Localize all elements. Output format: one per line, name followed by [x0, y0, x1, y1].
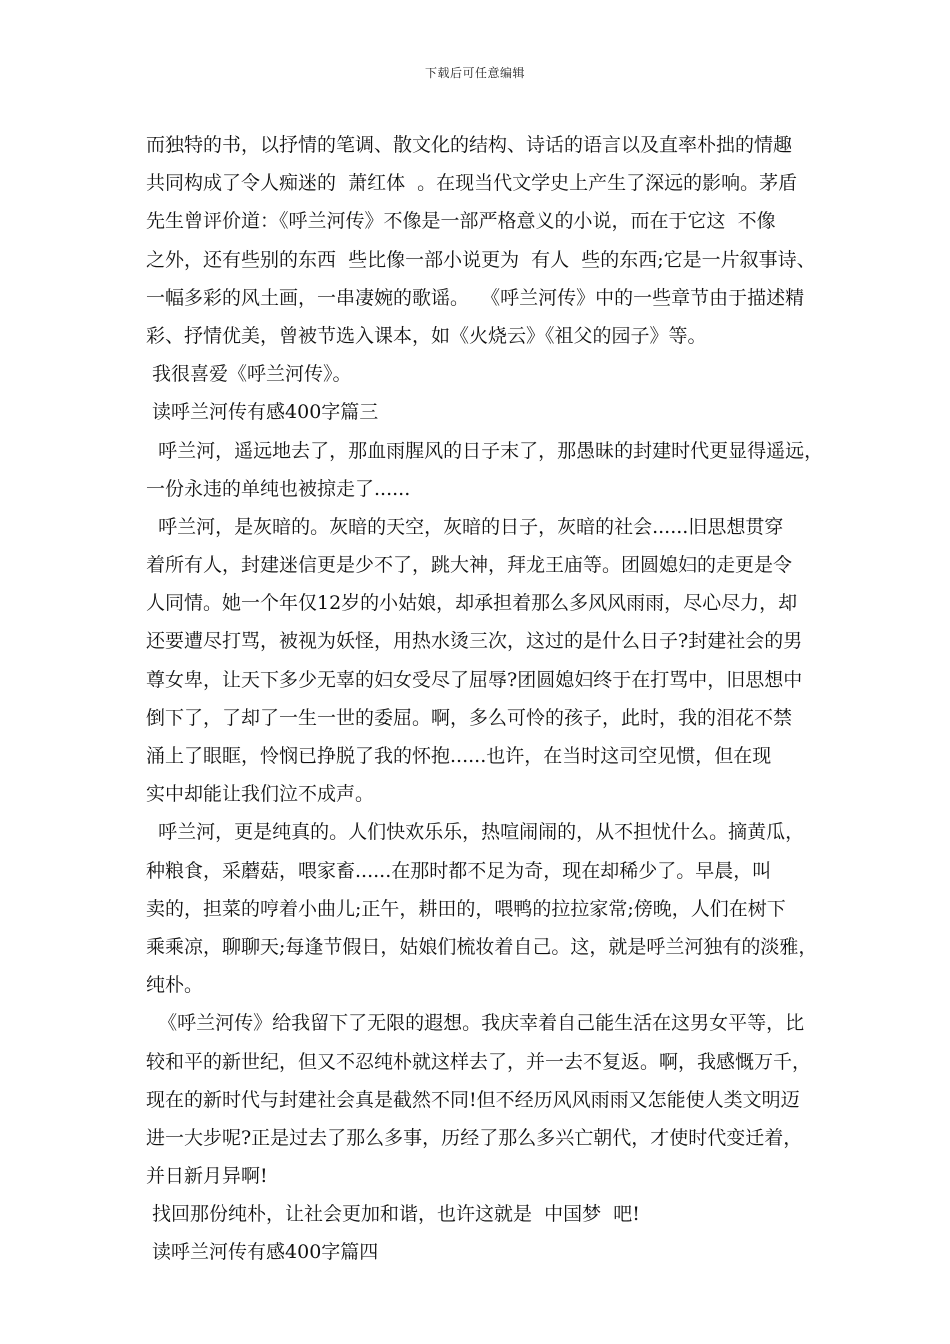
- text-line: 而独特的书，以抒情的笔调、散文化的结构、诗话的语言以及直率朴拙的情趣: [146, 134, 793, 156]
- text-line: 我很喜爱《呼兰河传》。: [146, 363, 352, 386]
- text-line: 着所有人，封建迷信更是少不了，跳大神，拜龙王庙等。团圆媳妇的走更是令: [146, 554, 793, 577]
- text-line: 一幅多彩的风土画，一串凄婉的歌谣。 《呼兰河传》中的一些章节由于描述精: [146, 286, 805, 309]
- text-line: 呼兰河，是灰暗的。灰暗的天空，灰暗的日子，灰暗的社会......旧思想贯穿: [146, 515, 784, 538]
- text-line: 卖的，担菜的哼着小曲儿;正午，耕田的，喂鸭的拉拉家常;傍晚，人们在树下: [146, 897, 786, 920]
- text-line: 实中却能让我们泣不成声。: [146, 783, 375, 806]
- text-line: 还要遭尽打骂，被视为妖怪，用热水烫三次，这过的是什么日子?封建社会的男: [146, 630, 803, 653]
- text-line: 人同情。她一个年仅12岁的小姑娘，却承担着那么多风风雨雨，尽心尽力，却: [146, 592, 798, 615]
- text-line: 现在的新时代与封建社会真是截然不同!但不经历风风雨雨又怎能使人类文明迈: [146, 1088, 800, 1111]
- text-line: 《呼兰河传》给我留下了无限的遐想。我庆幸着自己能生活在这男女平等，比: [146, 1012, 805, 1035]
- text-line: 较和平的新世纪，但又不忍纯朴就这样去了，并一去不复返。啊，我感慨万千，: [146, 1050, 812, 1073]
- text-line: 彩、抒情优美，曾被节选入课本，如《火烧云》《祖父的园子》等。: [146, 324, 707, 347]
- page-header: 下载后可任意编辑: [424, 66, 525, 80]
- text-line: 纯朴。: [146, 974, 204, 997]
- text-line: 涌上了眼眶，怜悯已挣脱了我的怀抱......也许，在当时这司空见惯，但在现: [146, 745, 772, 767]
- text-line: 乘乘凉，聊聊天;每逢节假日，姑娘们梳妆着自己。这，就是呼兰河独有的淡雅，: [146, 935, 818, 958]
- text-line: 找回那份纯朴，让社会更加和谐，也许这就是 中国梦 吧!: [146, 1203, 640, 1226]
- text-line: 种粮食，采蘑菇，喂家畜......在那时都不足为奇，现在却稀少了。早晨，叫: [146, 859, 772, 882]
- section-heading: 读呼兰河传有感400字篇三: [146, 401, 379, 424]
- document-body: [146, 126, 836, 1272]
- text-line: 一份永违的单纯也被掠走了......: [146, 477, 411, 500]
- text-line: 共同构成了令人痴迷的 萧红体 。在现当代文学史上产生了深远的影响。茅盾: [146, 172, 798, 195]
- text-line: 呼兰河，遥远地去了，那血雨腥风的日子末了，那愚昧的封建时代更显得遥远，: [146, 439, 824, 462]
- section-heading: 读呼兰河传有感400字篇四: [146, 1241, 379, 1264]
- text-line: 并日新月异啊!: [146, 1165, 268, 1188]
- text-line: 呼兰河，更是纯真的。人们快欢乐乐，热喧闹闹的，从不担忧什么。摘黄瓜，: [146, 821, 805, 844]
- text-line: 之外，还有些别的东西 些比像一部小说更为 有人 些的东西;它是一片叙事诗、: [146, 248, 816, 271]
- text-line: 倒下了，了却了一生一世的委屈。啊，多么可怜的孩子，此时，我的泪花不禁: [146, 706, 793, 729]
- text-line: 进一大步呢?正是过去了那么多事，历经了那么多兴亡朝代，才使时代变迁着，: [146, 1126, 803, 1149]
- text-line: 尊女卑，让天下多少无辜的妇女受尽了屈辱?团圆媳妇终于在打骂中，旧思想中: [146, 668, 803, 691]
- text-line: 先生曾评价道：《呼兰河传》不像是一部严格意义的小说，而在于它这 不像: [146, 210, 776, 233]
